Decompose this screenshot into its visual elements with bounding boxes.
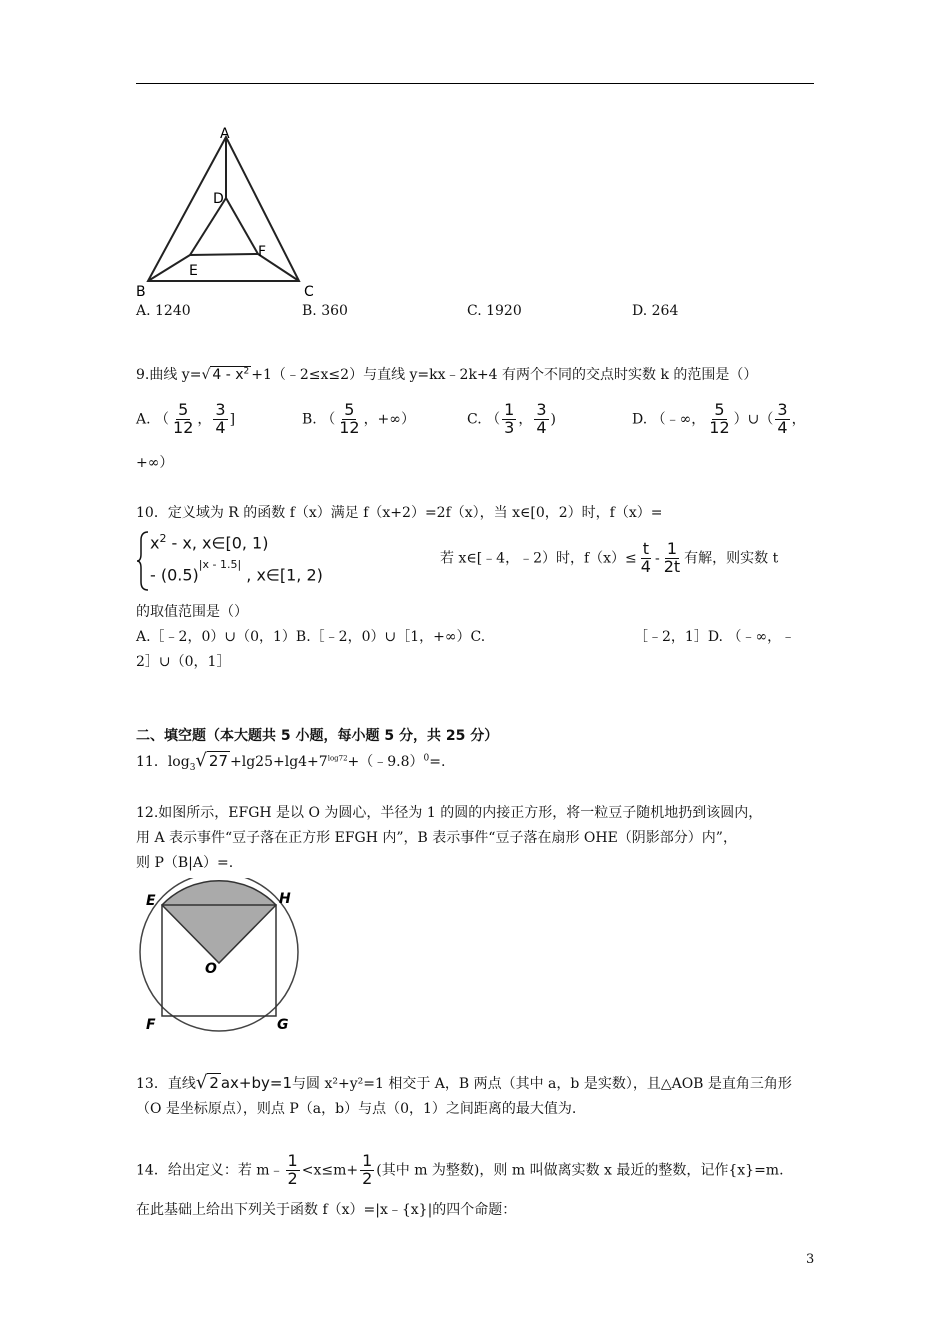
q10-condition: 若 x∈[﹣4，﹣2）时，f（x）≤ $\frac{t}{4}$ - $\frac{1}{2t}$ 有解，则实数 t bbox=[440, 539, 779, 576]
outer-triangle bbox=[148, 137, 299, 281]
q10-option-c-d: ［﹣2，1］D. （﹣∞，﹣ bbox=[634, 629, 796, 645]
label-c: C bbox=[304, 284, 314, 300]
q8-option-d: D. 264 bbox=[632, 303, 679, 319]
label-h: H bbox=[279, 891, 291, 907]
q9-option-b: B. （ $\frac{5}{12}$ ，+∞） bbox=[302, 400, 415, 437]
shaded-sector bbox=[162, 881, 276, 963]
q11-stem: 11．$\log_3√$ $27 +\lg 25+\lg 4+7^{log72}+(﹣9.8)^0=$. bbox=[136, 750, 446, 773]
label-f: F bbox=[258, 244, 267, 260]
label-e: E bbox=[189, 263, 198, 279]
q12-line1: 12.如图所示，EFGH 是以 O 为圆心，半径为 1 的圆的内接正方形，将一粒豆子随机地扔到该圆内， bbox=[136, 805, 763, 821]
segment-ef bbox=[190, 254, 258, 255]
q10-case1: $x^2$ - x, x∈[0, 1) bbox=[150, 532, 269, 553]
label-d: D bbox=[213, 191, 224, 207]
q13-line2: （O 是坐标原点），则点 P（a，b）与点（0，1）之间距离的最大值为. bbox=[136, 1101, 577, 1117]
q8-option-b: B. 360 bbox=[302, 303, 348, 319]
label-b: B bbox=[136, 284, 146, 300]
q9-option-a: A. （ $\frac{5}{12}$ ， $\frac{3}{4}$ ] bbox=[136, 400, 236, 437]
triangle-figure bbox=[130, 120, 330, 305]
q10-line3: 的取值范围是（） bbox=[136, 604, 248, 620]
label-e: E bbox=[146, 893, 156, 909]
label-a: A bbox=[220, 126, 230, 142]
q12-line2: 用 A 表示事件“豆子落在正方形 EFGH 内”，B 表示事件“豆子落在扇形 OHE（阴影部分）内”， bbox=[136, 830, 737, 846]
q9-option-d: D. （﹣∞， $\frac{5}{12}$ ）∪（ $\frac{3}{4}$ ， bbox=[632, 400, 806, 437]
q10-line1: 10．定义域为 R 的函数 f（x）满足 f（x+2）=2f（x），当 x∈[0，2）时，f（x）= bbox=[136, 505, 663, 521]
label-f: F bbox=[146, 1017, 156, 1033]
q8-option-a: A. 1240 bbox=[136, 303, 191, 319]
q9-option-d-cont: +∞） bbox=[136, 455, 174, 471]
q14-line2: 在此基础上给出下列关于函数 f（x）=|x﹣{x}|的四个命题： bbox=[136, 1202, 517, 1218]
section-heading: 二、填空题（本大题共 5 小题，每小题 5 分，共 25 分） bbox=[136, 728, 499, 744]
q10-case2: - $(0.5)^{|x - 1.5|}$ , x∈[1, 2) bbox=[150, 558, 323, 585]
label-o: O bbox=[205, 961, 217, 977]
q10-options: A.［﹣2，0）∪（0，1）B.［﹣2，0）∪［1，+∞）C. bbox=[136, 629, 486, 645]
q13-line1: 13．直线√ 2 ax+by=1与圆 x²+y²=1 相交于 A，B 两点（其中 a，b 是实数），且△AOB 是直角三角形 bbox=[136, 1072, 792, 1093]
brace-icon bbox=[136, 530, 150, 592]
q14-line1: 14．给出定义：若 m﹣ $\frac{1}{2}$ <x≤m+ $\frac{1}{2}$ (其中 m 为整数)，则 m 叫做离实数 x 最近的整数，记作{x}=m. bbox=[136, 1151, 784, 1188]
page-number: 3 bbox=[806, 1252, 815, 1267]
q9-option-c: C. （ $\frac{1}{3}$ ， $\frac{3}{4}$ ) bbox=[467, 400, 556, 437]
q8-option-c: C. 1920 bbox=[467, 303, 522, 319]
header-rule bbox=[136, 83, 814, 84]
q12-line3: 则 P（B|A）=. bbox=[136, 855, 234, 871]
q10-options-cont: 2］∪（0，1］ bbox=[136, 654, 231, 670]
label-g: G bbox=[277, 1017, 289, 1033]
segment-df bbox=[226, 198, 258, 254]
circle-square-figure bbox=[136, 878, 311, 1038]
q9-stem: 9.曲线 y=√ $4 - x^2$ +1（﹣2≤x≤2）与直线 y=kx﹣2k+4 有两个不同的交点时实数 k 的范围是（） bbox=[136, 366, 758, 383]
